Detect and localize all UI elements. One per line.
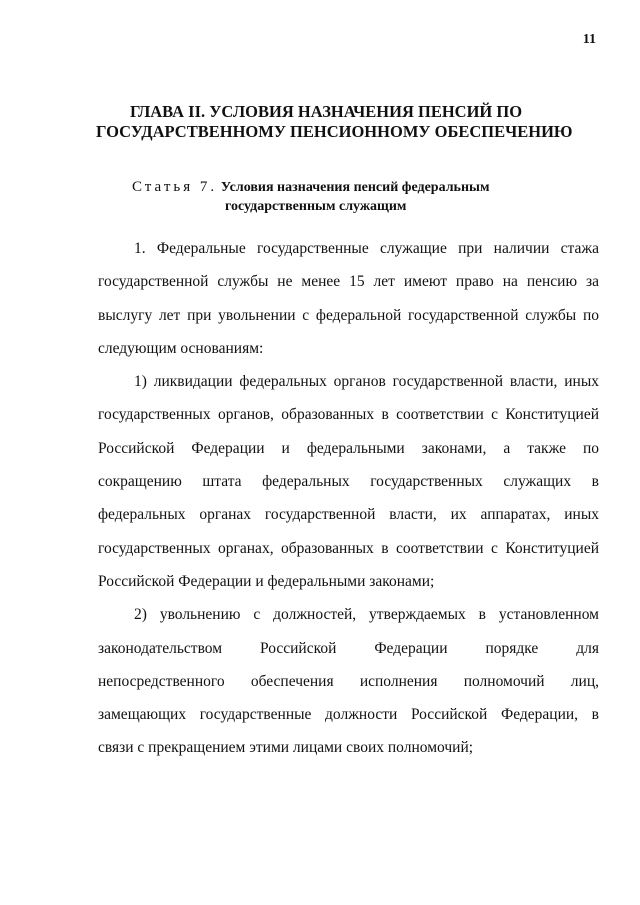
article-label: Статья 7.: [132, 179, 218, 195]
text-line: сокращению штата федеральных государственных служащих в: [98, 473, 599, 491]
text-line: государственных органов, образованных в соответствии с Конституцией: [98, 406, 599, 424]
text-line: выслугу лет при увольнении с федеральной государственной службы по: [98, 306, 599, 324]
text-line: 2) увольнению с должностей, утверждаемых в установленном: [134, 606, 599, 624]
text-line: государственной службы не менее 15 лет имеют право на пенсию за: [98, 273, 599, 291]
article-title-line-1: Условия назначения пенсий федеральным: [220, 180, 490, 195]
text-line: федеральных органах государственной власти, их аппаратах, иных: [98, 506, 599, 524]
paragraph-3: [98, 598, 599, 764]
text-line: замещающих государственные должности Российской Федерации, в: [98, 706, 599, 724]
article-heading: [132, 178, 552, 216]
article-title-line-2: государственным служащим: [225, 199, 407, 214]
text-line: Российской Федерации и федеральными законами, а также по: [98, 439, 599, 457]
text-line: непосредственного обеспечения исполнения полномочий лиц,: [98, 672, 599, 690]
text-line: 1) ликвидации федеральных органов государственной власти, иных: [134, 373, 599, 391]
chapter-title-line-2: ГОСУДАРСТВЕННОМУ ПЕНСИОННОМУ ОБЕСПЕЧЕНИЮ: [96, 122, 573, 141]
paragraph-1: [98, 232, 599, 365]
article-body: [98, 232, 599, 765]
text-line: Российской Федерации и федеральными законами;: [98, 572, 435, 590]
text-line: 1. Федеральные государственные служащие при наличии стажа: [134, 240, 599, 257]
chapter-title-line-1: ГЛАВА II. УСЛОВИЯ НАЗНАЧЕНИЯ ПЕНСИЙ ПО: [129, 102, 523, 121]
text-line: следующим основаниям:: [98, 339, 264, 357]
text-line: законодательством Российской Федерации порядке для: [98, 639, 599, 657]
paragraph-2: [98, 365, 599, 598]
chapter-title: [96, 102, 573, 142]
page-number: 11: [582, 32, 596, 47]
text-line: государственных органах, образованных в соответствии с Конституцией: [98, 539, 599, 557]
text-line: связи с прекращением этими лицами своих полномочий;: [98, 739, 474, 757]
